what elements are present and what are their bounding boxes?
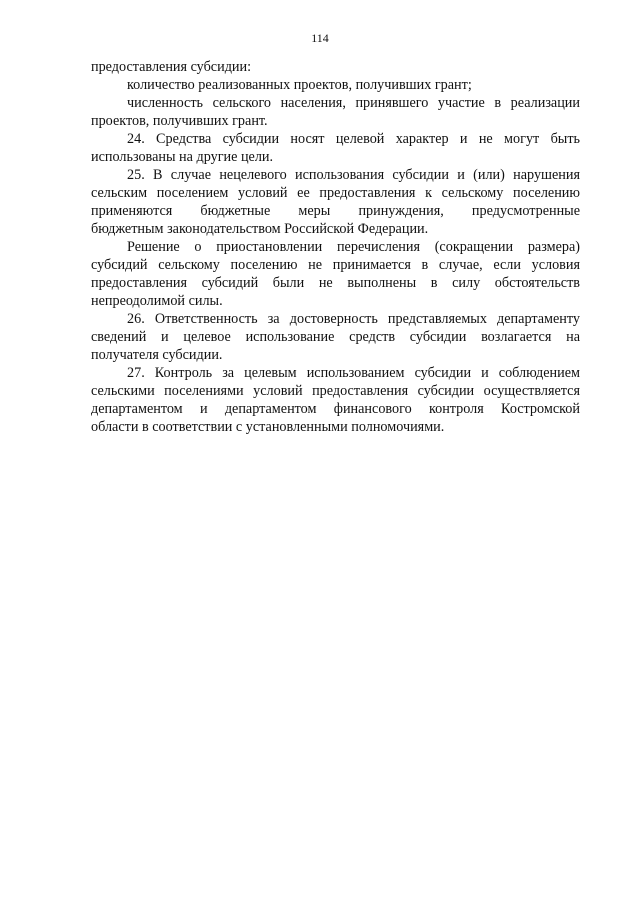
text-line: непреодолимой силы. [91,293,223,309]
text-line: сведений и целевое использование средств субсидии возлагается на [91,329,580,345]
text-line: субсидий сельскому поселению не принимается в случае, если условия [91,257,580,273]
text-line: Решение о приостановлении перечисления (сокращении размера) [127,239,580,255]
text-line: сельским поселением условий ее предоставления к сельскому поселению [91,185,580,201]
text-line: 27. Контроль за целевым использованием субсидии и соблюдением [127,365,580,381]
text-line: 26. Ответственность за достоверность представляемых департаменту [127,311,580,327]
text-line: численность сельского населения, принявшего участие в реализации [127,95,580,111]
text-line: 25. В случае нецелевого использования субсидии и (или) нарушения [127,167,580,183]
text-line: департаментом и департаментом финансового контроля Костромской [91,401,580,417]
text-line: использованы на другие цели. [91,149,274,165]
text-line: предоставления субсидий были не выполнены в силу обстоятельств [91,275,580,291]
text-line: предоставления субсидии: [91,59,252,75]
text-line: применяются бюджетные меры принуждения, предусмотренные [91,203,580,219]
text-line: бюджетным законодательством Российской Федерации. [91,221,429,237]
page-number: 114 [311,31,329,45]
text-line: области в соответствии с установленными полномочиями. [91,419,445,435]
text-line: количество реализованных проектов, получивших грант; [127,77,472,93]
text-line: проектов, получивших грант. [91,113,268,129]
text-line: 24. Средства субсидии носят целевой характер и не могут быть [127,131,580,147]
text-line: сельскими поселениями условий предоставления субсидии осуществляется [91,383,580,399]
text-line: получателя субсидии. [91,347,223,363]
